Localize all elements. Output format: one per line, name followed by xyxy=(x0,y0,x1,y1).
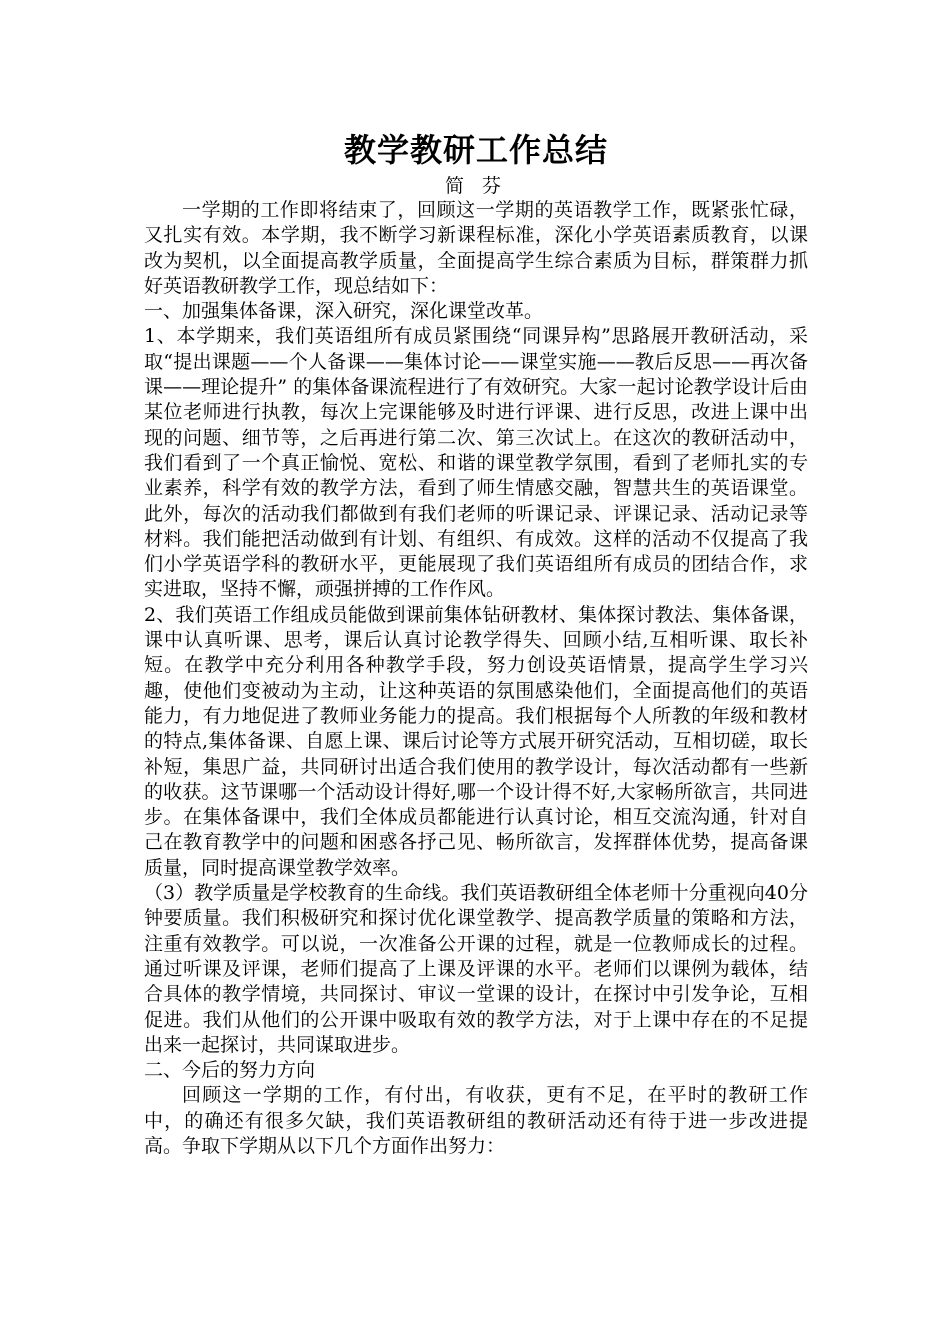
document-page xyxy=(144,128,808,1159)
document-title: 教学教研工作总结 xyxy=(343,131,608,169)
section-heading-1: 一、加强集体备课，深入研究，深化课堂改革。 xyxy=(144,300,544,323)
paragraph-closing: 回顾这一学期的工作，有付出，有收获，更有不足，在平时的教研工作中，的确还有很多欠缺，我们英语教研组的教研活动还有待于进一步改进提高。争取下学期从以下几个方面作出努力： xyxy=(144,1084,808,1157)
section-heading-2: 二、今后的努力方向 xyxy=(144,1059,316,1082)
paragraph-intro: 一学期的工作即将结束了，回顾这一学期的英语教学工作，既紧张忙碌，又扎实有效。本学期，我不断学习新课程标准，深化小学英语素质教育，以课改为契机，以全面提高教学质量，全面提高学生综合素质为目标，群策群力抓好英语教研教学工作，现总结如下： xyxy=(144,199,808,297)
document-author: 简 芬 xyxy=(444,175,508,197)
paragraph-item-2: 2、我们英语工作组成员能做到课前集体钻研教材、集体探讨教法、集体备课，课中认真听课、思考，课后认真讨论教学得失、回顾小结,互相听课、取长补短。在教学中充分利用各种教学手段，努力创设英语情景，提高学生学习兴趣，使他们变被动为主动，让这种英语的氛围感染他们，全面提高他们的英语能力，有力地促进了教师业务能力的提高。我们根据每个人所教的年级和教材的特点,集体备课、自愿上课、课后讨论等方式展开研究活动，互相切磋，取长补短，集思广益，共同研讨出适合我们使用的教学设计，每次活动都有一些新的收获。这节课哪一个活动设计得好,哪一个设计得不好,大家畅所欲言，共同进步。在集体备课中，我们全体成员都能进行认真讨论，相互交流沟通，针对自己在教育教学中的问题和困惑各抒己见、畅所欲言，发挥群体优势，提高备课质量，同时提高课堂教学效率。 xyxy=(144,603,808,879)
document-body xyxy=(144,198,808,1159)
paragraph-item-1: 1、本学期来，我们英语组所有成员紧围绕“同课异构”思路展开教研活动，采取“提出课题——个人备课——集体讨论——课堂实施——教后反思——再次备课——理论提升” 的集体备课流程进行了有效研究。大家一起讨论教学设计后由某位老师进行执教，每次上完课能够及时进行评课、进行反思，改进上课中出现的问题、细节等，之后再进行第二次、第三次试上。在这次的教研活动中，我们看到了一个真正愉悦、宽松、和谐的课堂教学氛围，看到了老师扎实的专业素养，科学有效的教学方法，看到了师生情感交融，智慧共生的英语课堂。此外，每次的活动我们都做到有我们老师的听课记录、评课记录、活动记录等材料。我们能把活动做到有计划、有组织、有成效。这样的活动不仅提高了我们小学英语学科的教研水平，更能展现了我们英语组所有成员的团结合作，求实进取，坚持不懈，顽强拼搏的工作作风。 xyxy=(144,325,808,601)
paragraph-item-3: （3）教学质量是学校教育的生命线。我们英语教研组全体老师十分重视向40分钟要质量。我们积极研究和探讨优化课堂教学、提高教学质量的策略和方法，注重有效教学。可以说，一次准备公开课的过程，就是一位教师成长的过程。通过听课及评课，老师们提高了上课及评课的水平。老师们以课例为载体，结合具体的教学情境，共同探讨、审议一堂课的设计，在探讨中引发争论，互相促进。我们从他们的公开课中吸取有效的教学方法，对于上课中存在的不足提出来一起探讨，共同谋取进步。 xyxy=(144,882,808,1056)
